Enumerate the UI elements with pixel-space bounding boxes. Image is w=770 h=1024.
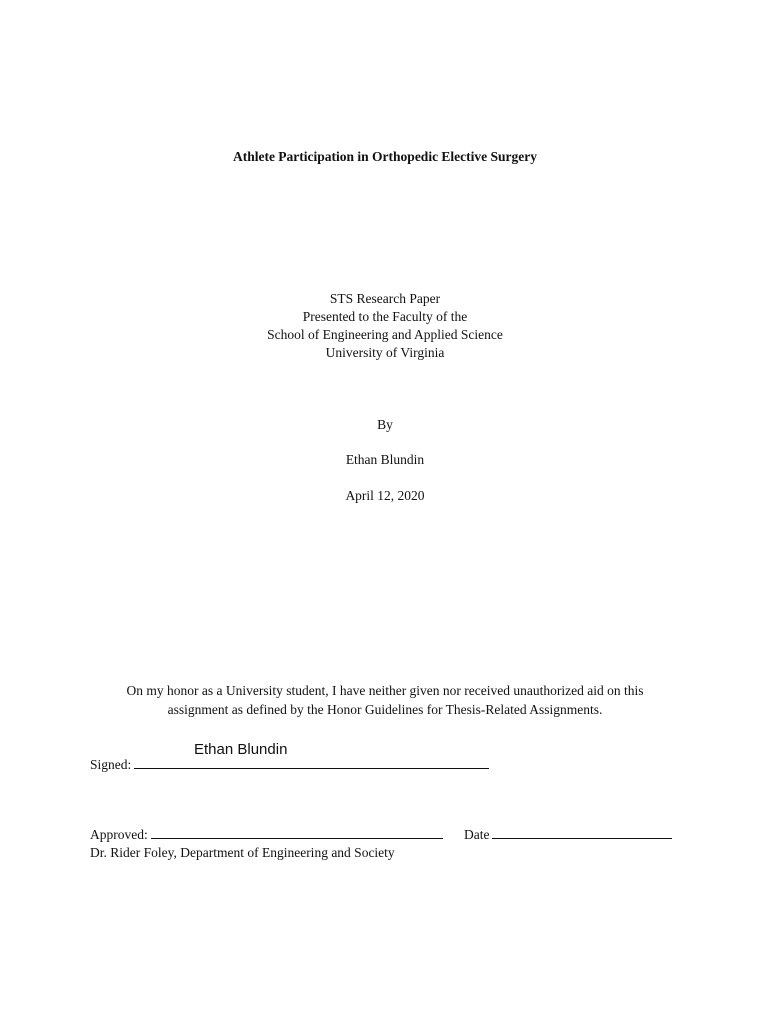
honor-pledge [0, 682, 770, 720]
signed-label: Signed: [90, 757, 132, 772]
honor-line-2: assignment as defined by the Honor Guidelines for Thesis-Related Assignments. [167, 702, 603, 717]
signature-text: Ethan Blundin [194, 741, 288, 758]
date-label: Date [464, 827, 490, 842]
signed-row [90, 755, 489, 774]
university-line: University of Virginia [325, 345, 445, 360]
school-line: School of Engineering and Applied Science [267, 327, 503, 342]
author-name: Ethan Blundin [345, 452, 425, 467]
honor-line-1: On my honor as a University student, I have neither given nor received unauthorized aid on this [126, 683, 644, 698]
date-line [492, 825, 672, 839]
presented-line: Presented to the Faculty of the [302, 309, 468, 324]
paper-type-line: STS Research Paper [329, 291, 441, 306]
approved-label: Approved: [90, 827, 148, 842]
advisor-line: Dr. Rider Foley, Department of Engineering and Society [90, 845, 395, 860]
date-row [464, 825, 672, 844]
signature-line [134, 755, 489, 769]
approval-line [151, 825, 443, 839]
paper-date: April 12, 2020 [345, 488, 425, 503]
approved-row [90, 825, 443, 844]
submission-info [0, 290, 770, 362]
by-label: By [377, 417, 393, 432]
paper-title: Athlete Participation in Orthopedic Elective Surgery [232, 149, 538, 164]
